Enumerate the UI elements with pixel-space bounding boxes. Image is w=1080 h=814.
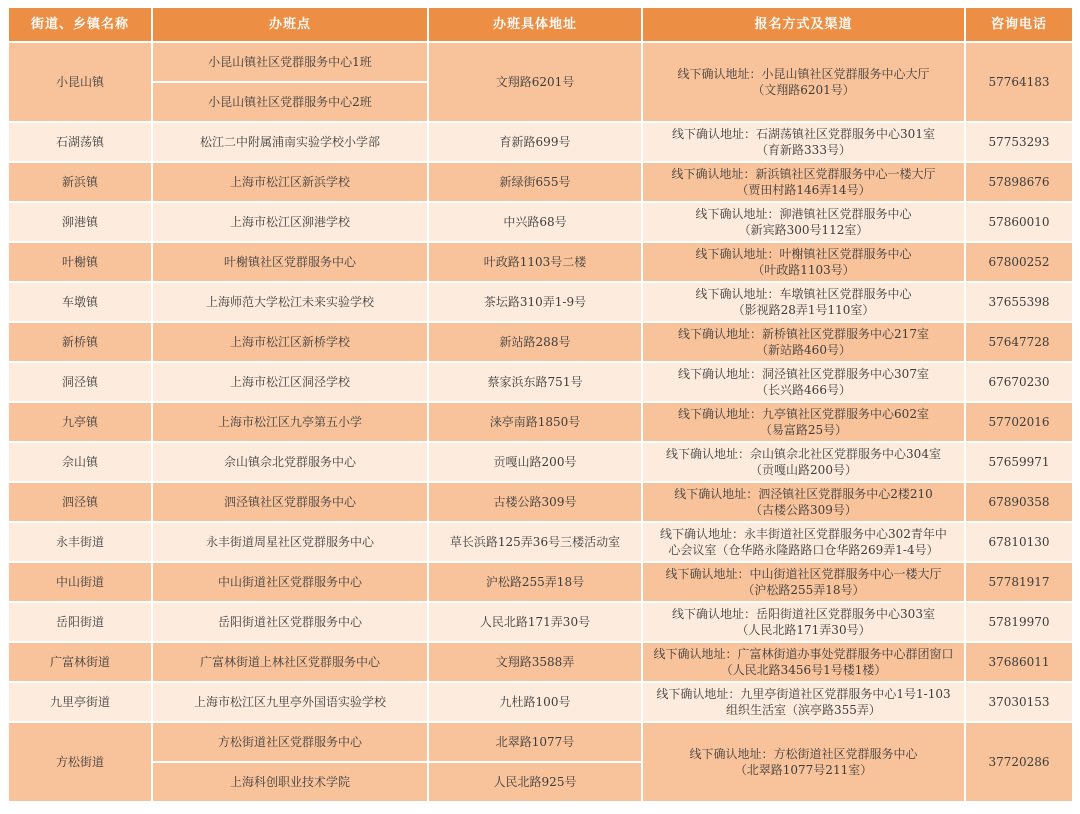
table-row [9,723,1072,761]
address-cell: 文翔路6201号 [429,43,641,121]
address-cell: 蔡家浜东路751号 [429,363,641,401]
signup-line-1: 线下确认地址：九里亭街道社区党群服务中心1号1-103 [656,687,951,701]
header-signup: 报名方式及渠道 [643,8,964,41]
address-cell: 叶政路1103号二楼 [429,243,641,281]
signup-cell [643,443,964,481]
signup-line-1: 线下确认地址：泖港镇社区党群服务中心 [695,207,912,221]
phone-cell: 57764183 [966,43,1072,121]
table-row [9,43,1072,81]
site-cell: 小昆山镇社区党群服务中心1班 [153,43,427,81]
town-cell: 叶榭镇 [9,243,151,281]
signup-line-2: 组织生活室（滨亭路355弄） [726,703,881,717]
table-row [9,523,1072,561]
phone-cell: 37030153 [966,683,1072,721]
town-cell: 中山街道 [9,563,151,601]
address-cell: 古楼公路309号 [429,483,641,521]
signup-cell [643,523,964,561]
signup-cell [643,723,964,801]
site-cell: 上海市松江区洞泾学校 [153,363,427,401]
signup-line-2: （新宾路300号112室） [738,223,869,237]
address-cell: 育新路699号 [429,123,641,161]
table-row [9,123,1072,161]
signup-cell [643,163,964,201]
table-row [9,643,1072,681]
phone-cell: 67810130 [966,523,1072,561]
signup-line-2: （贾田村路146弄14号） [736,183,871,197]
site-cell: 泗泾镇社区党群服务中心 [153,483,427,521]
address-cell: 草长浜路125弄36号三楼活动室 [429,523,641,561]
signup-line-1: 线下确认地址：小昆山镇社区党群服务中心大厅 [677,67,930,81]
town-cell: 新浜镇 [9,163,151,201]
header-town: 街道、乡镇名称 [9,8,151,41]
header-phone: 咨询电话 [966,8,1072,41]
signup-line-2: （影视路28弄1号110室） [732,303,875,317]
site-cell: 叶榭镇社区党群服务中心 [153,243,427,281]
signup-line-1: 线下确认地址：方松街道社区党群服务中心 [689,747,918,761]
signup-cell [643,43,964,121]
signup-cell [643,323,964,361]
signup-line-1: 线下确认地址：石湖荡镇社区党群服务中心301室 [672,127,935,141]
site-cell: 岳阳街道社区党群服务中心 [153,603,427,641]
signup-cell [643,363,964,401]
phone-cell: 67890358 [966,483,1072,521]
address-cell: 新站路288号 [429,323,641,361]
signup-cell [643,243,964,281]
signup-line-1: 线下确认地址：岳阳街道社区党群服务中心303室 [672,607,935,621]
signup-cell [643,203,964,241]
town-cell: 佘山镇 [9,443,151,481]
signup-cell [643,123,964,161]
signup-cell [643,403,964,441]
address-cell: 九杜路100号 [429,683,641,721]
address-cell: 沪松路255弄18号 [429,563,641,601]
address-cell: 涞亭南路1850号 [429,403,641,441]
town-cell: 泖港镇 [9,203,151,241]
phone-cell: 37655398 [966,283,1072,321]
site-cell: 上海市松江区新浜学校 [153,163,427,201]
site-cell: 佘山镇佘北党群服务中心 [153,443,427,481]
site-cell: 上海科创职业技术学院 [153,763,427,801]
table-row [9,443,1072,481]
table-row [9,403,1072,441]
phone-cell: 57781917 [966,563,1072,601]
phone-cell: 67800252 [966,243,1072,281]
signup-line-2: （人民北路3456号1号楼1楼） [720,663,887,677]
signup-line-1: 线下确认地址：中山街道社区党群服务中心一楼大厅 [665,567,942,581]
town-cell: 车墩镇 [9,283,151,321]
town-cell: 永丰街道 [9,523,151,561]
table-row [9,483,1072,521]
town-cell: 泗泾镇 [9,483,151,521]
town-cell: 石湖荡镇 [9,123,151,161]
signup-line-2: 心会议室（仓华路永隆路路口仓华路269弄1-4号） [668,543,939,557]
signup-line-2: （叶政路1103号） [752,263,855,277]
signup-line-1: 线下确认地址：永丰街道社区党群服务中心302青年中 [660,527,947,541]
phone-cell: 37686011 [966,643,1072,681]
site-cell: 中山街道社区党群服务中心 [153,563,427,601]
site-cell: 广富林街道上林社区党群服务中心 [153,643,427,681]
signup-line-2: （文翔路6201号） [752,83,855,97]
phone-cell: 67670230 [966,363,1072,401]
phone-cell: 57702016 [966,403,1072,441]
town-cell: 洞泾镇 [9,363,151,401]
phone-cell: 57819970 [966,603,1072,641]
table-row [9,203,1072,241]
signup-line-2: （古楼公路309号） [750,503,857,517]
address-cell: 新绿街655号 [429,163,641,201]
phone-cell: 57659971 [966,443,1072,481]
site-cell: 上海市松江区九亭第五小学 [153,403,427,441]
phone-cell: 57753293 [966,123,1072,161]
address-cell: 人民北路925号 [429,763,641,801]
signup-cell [643,483,964,521]
table-row [9,683,1072,721]
table-row [9,243,1072,281]
signup-line-1: 线下确认地址：新桥镇社区党群服务中心217室 [678,327,929,341]
signup-line-2: （新站路460号） [756,343,851,357]
phone-cell: 57860010 [966,203,1072,241]
table-row [9,363,1072,401]
signup-line-1: 线下确认地址：广富林街道办事处党群服务中心群团窗口 [653,647,954,661]
signup-line-1: 线下确认地址：泗泾镇社区党群服务中心2楼210 [674,487,933,501]
address-cell: 北翠路1077号 [429,723,641,761]
signup-line-2: （育新路333号） [756,143,851,157]
signup-line-2: （沪松路255弄18号） [742,583,865,597]
address-cell: 人民北路171弄30号 [429,603,641,641]
signup-line-1: 线下确认地址：车墩镇社区党群服务中心 [695,287,912,301]
phone-cell: 57647728 [966,323,1072,361]
site-cell: 方松街道社区党群服务中心 [153,723,427,761]
town-cell: 九里亭街道 [9,683,151,721]
town-cell: 岳阳街道 [9,603,151,641]
table-row [9,323,1072,361]
signup-line-2: （长兴路466号） [756,383,851,397]
signup-line-1: 线下确认地址：叶榭镇社区党群服务中心 [695,247,912,261]
site-cell: 小昆山镇社区党群服务中心2班 [153,83,427,121]
signup-line-2: （北翠路1077号211室） [734,763,873,777]
signup-cell [643,283,964,321]
address-cell: 贡嘎山路200号 [429,443,641,481]
table-header-row [9,8,1072,41]
signup-cell [643,563,964,601]
signup-line-2: （人民北路171弄30号） [736,623,871,637]
header-site: 办班点 [153,8,427,41]
signup-line-2: （易富路25号） [759,423,848,437]
table-row [9,283,1072,321]
registration-table [7,6,1074,803]
header-address: 办班具体地址 [429,8,641,41]
site-cell: 永丰街道周星社区党群服务中心 [153,523,427,561]
signup-cell [643,643,964,681]
signup-line-1: 线下确认地址：佘山镇佘北社区党群服务中心304室 [666,447,941,461]
town-cell: 广富林街道 [9,643,151,681]
phone-cell: 57898676 [966,163,1072,201]
table-row [9,163,1072,201]
table-row [9,603,1072,641]
site-cell: 上海师范大学松江未来实验学校 [153,283,427,321]
site-cell: 松江二中附属浦南实验学校小学部 [153,123,427,161]
signup-line-1: 线下确认地址：九亭镇社区党群服务中心602室 [678,407,929,421]
town-cell: 九亭镇 [9,403,151,441]
phone-cell: 37720286 [966,723,1072,801]
signup-line-1: 线下确认地址：洞泾镇社区党群服务中心307室 [678,367,929,381]
site-cell: 上海市松江区九里亭外国语实验学校 [153,683,427,721]
address-cell: 茶坛路310弄1-9号 [429,283,641,321]
site-cell: 上海市松江区新桥学校 [153,323,427,361]
town-cell: 方松街道 [9,723,151,801]
signup-cell [643,603,964,641]
signup-line-1: 线下确认地址：新浜镇社区党群服务中心一楼大厅 [671,167,936,181]
address-cell: 中兴路68号 [429,203,641,241]
signup-cell [643,683,964,721]
address-cell: 文翔路3588弄 [429,643,641,681]
table-row [9,563,1072,601]
site-cell: 上海市松江区泖港学校 [153,203,427,241]
town-cell: 新桥镇 [9,323,151,361]
town-cell: 小昆山镇 [9,43,151,121]
signup-line-2: （贡嘎山路200号） [750,463,857,477]
